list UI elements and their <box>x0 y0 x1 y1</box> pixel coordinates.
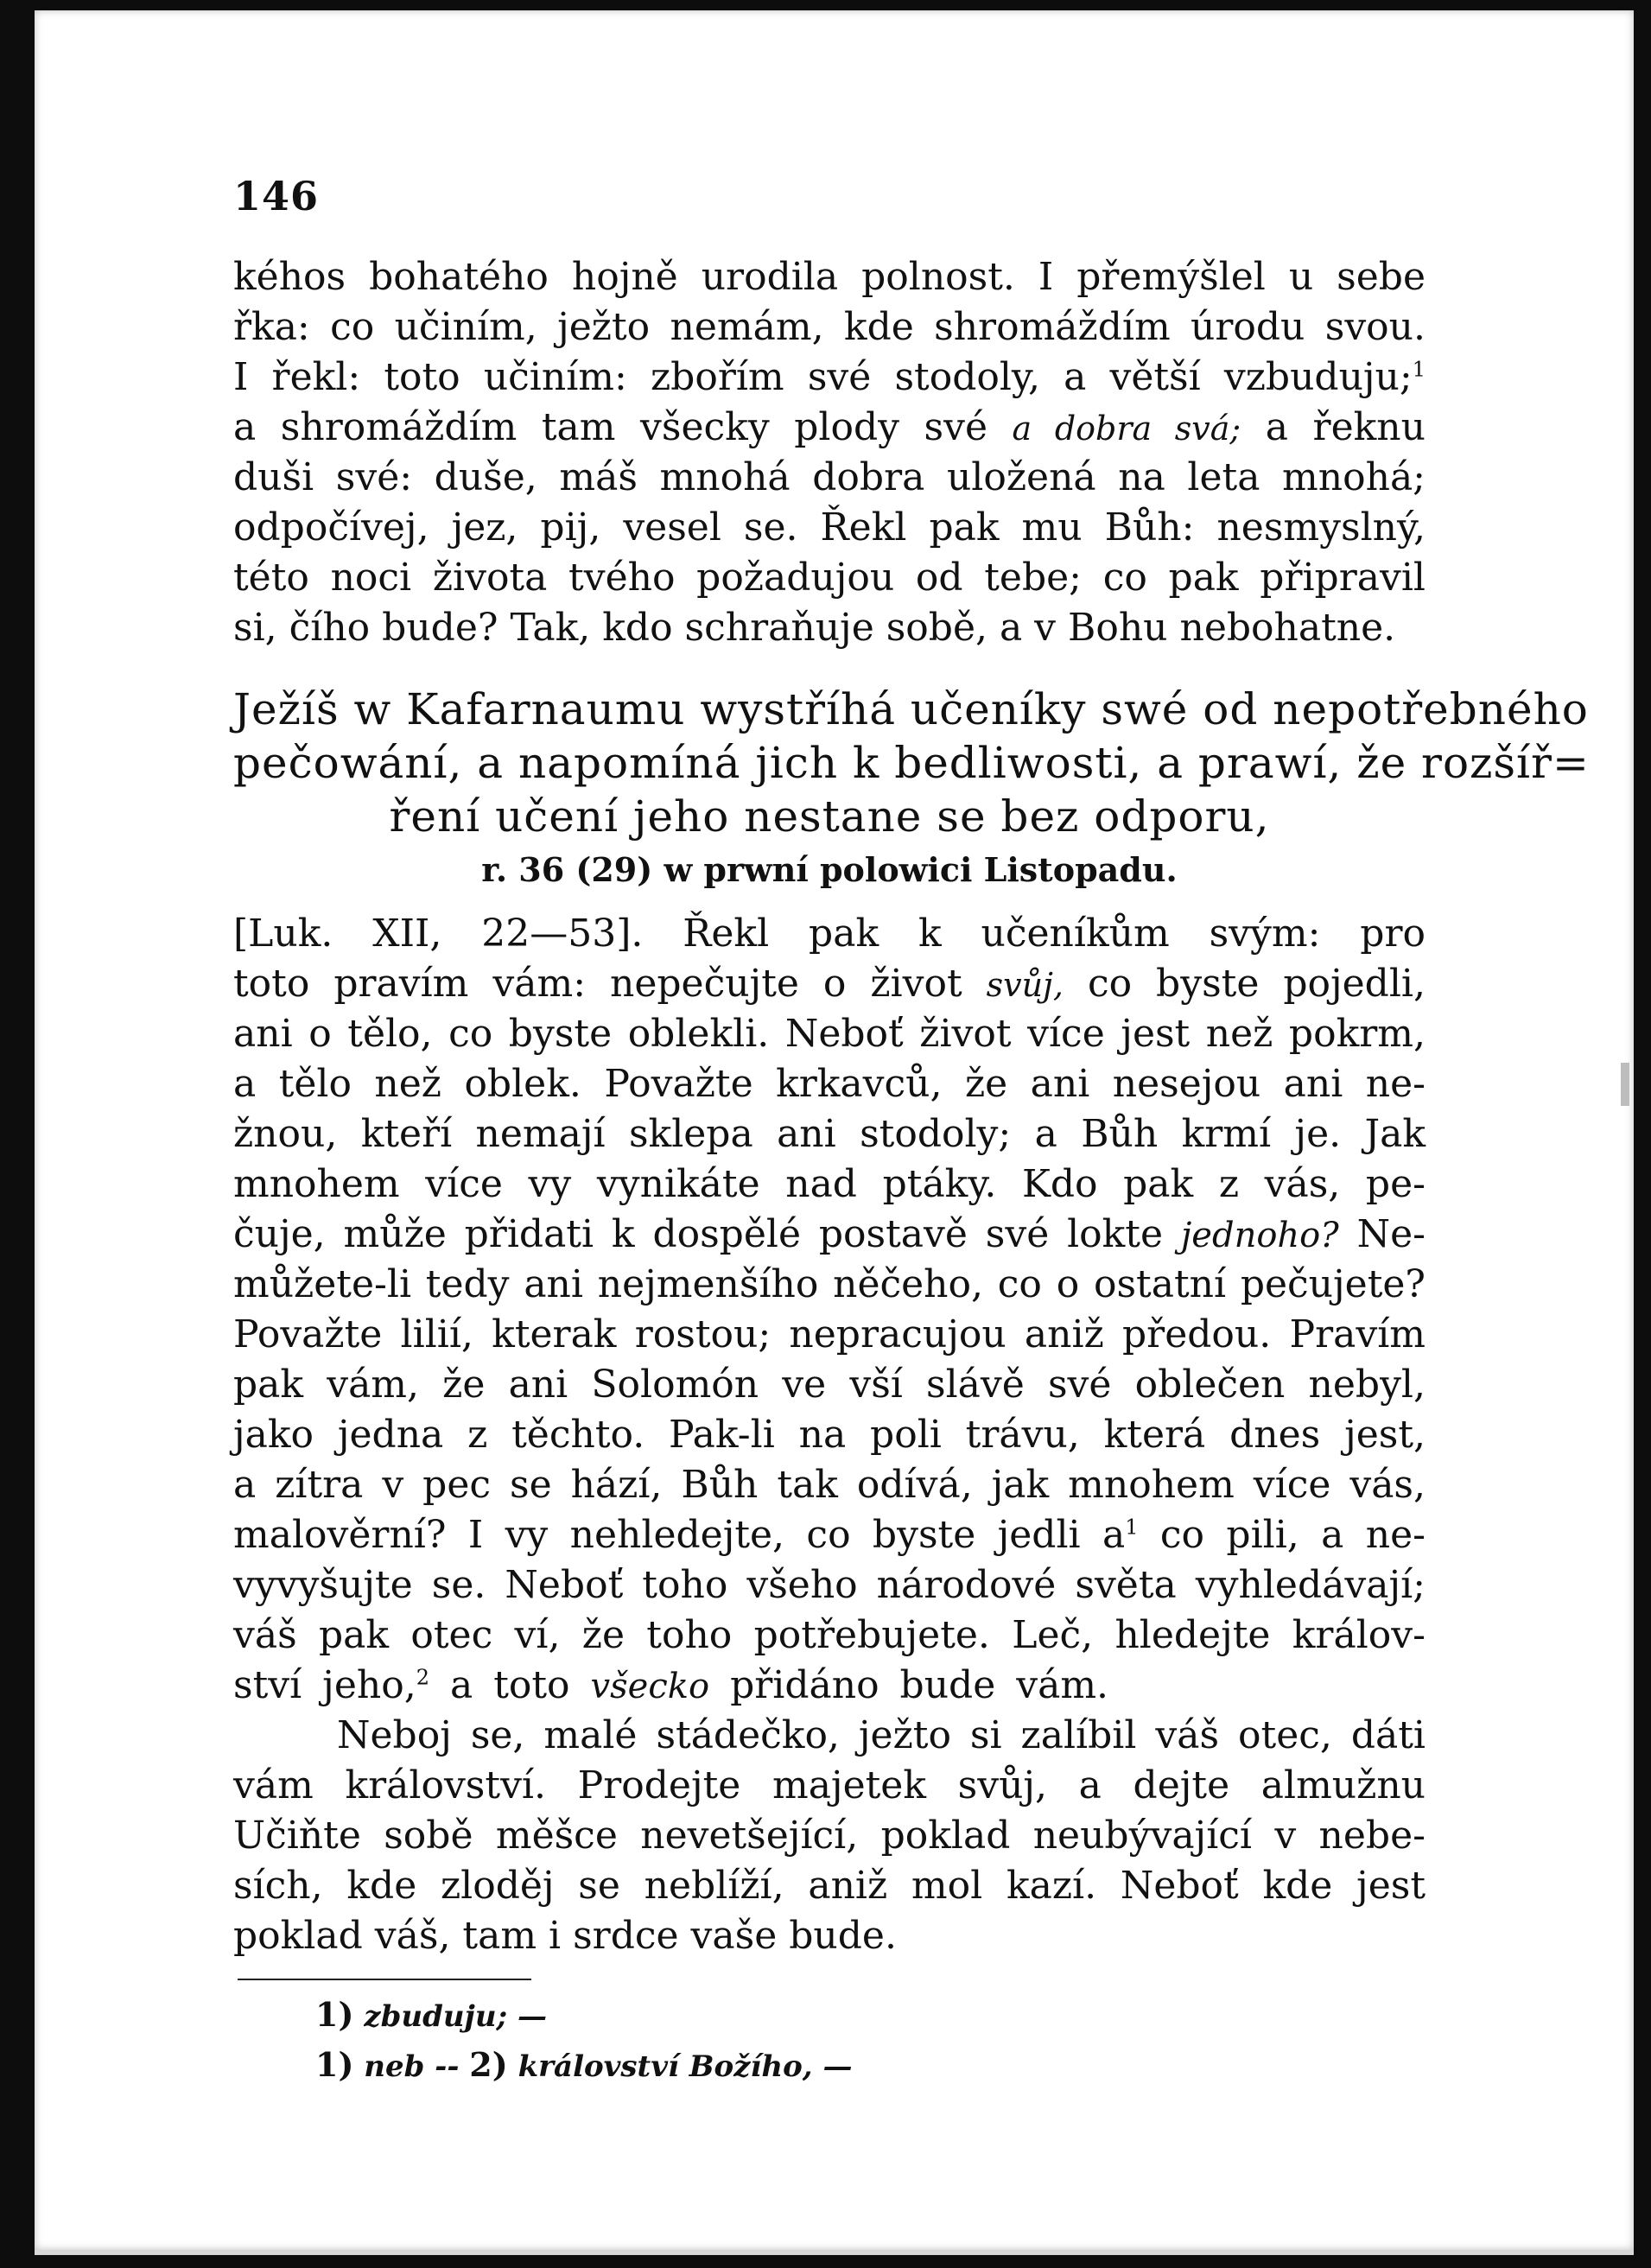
text-line: žnou, kteří nemají sklepa ani stodoly; a Bůh krmí je. Jak <box>233 1112 1426 1156</box>
text-line: a tělo než oblek. Považte krkavců, že ani nesejou ani ne- <box>233 1062 1426 1106</box>
text-line: si, čího bude? Tak, kdo schraňuje sobě, a v Bohu nebohatne. <box>233 606 1396 650</box>
text-line <box>233 1661 1426 1712</box>
text-line: sích, kde zloděj se neblíží, aniž mol kazí. Neboť kde jest <box>233 1864 1426 1908</box>
footnote-marker: 1 <box>1125 1515 1139 1540</box>
footnote-text: zbuduju; — <box>364 1999 547 2034</box>
page-bottom-edge <box>35 2250 1634 2255</box>
footnote-marker: 2 <box>416 1665 429 1690</box>
text-line <box>233 353 1426 403</box>
text-line: Učiňte sobě měšce nevetšející, poklad neubývající v nebe- <box>233 1814 1426 1858</box>
text-line: duši své: duše, máš mnohá dobra uložená na leta mnohá; <box>233 455 1426 499</box>
text-segment: a řeknu <box>1265 405 1426 449</box>
text-segment: a toto <box>449 1663 570 1707</box>
text-line: této noci života tvého požadujou od tebe; co pak připravil <box>233 556 1426 600</box>
footnote-number: 1) <box>315 2045 354 2084</box>
text-segment: Řekl pak k učeníkům svým: pro <box>683 912 1426 956</box>
section-heading-line: Ježíš w Kafarnaumu wystříhá učeníky swé od nepotřebného <box>233 684 1589 734</box>
text-line: jako jedna z těchto. Pak-li na poli trávu, která dnes jest, <box>233 1413 1426 1457</box>
text-line: můžete-li tedy ani nejmenšího něčeho, co o ostatní pečujete? <box>233 1262 1426 1306</box>
text-line: odpočívej, jez, pij, vesel se. Řekl pak mu Bůh: nesmyslný, <box>233 505 1426 550</box>
page-number: 146 <box>233 173 320 219</box>
footnote-separator <box>238 1979 531 1980</box>
italic-insertion: jednoho? <box>1180 1216 1339 1255</box>
text-line <box>233 959 1426 1010</box>
text-line <box>233 1210 1426 1261</box>
text-line: váš pak otec ví, že toho potřebujete. Leč, hledejte králov- <box>233 1613 1426 1657</box>
text-line <box>233 1510 1426 1560</box>
text-line: řka: co učiním, ježto nemám, kde shromáždím úrodu svou. <box>233 305 1426 349</box>
text-segment: co byste pojedli, <box>1087 962 1426 1006</box>
text-segment: a shromáždím tam všecky plody své <box>233 405 987 449</box>
text-line: Považte lilií, kterak rostou; nepracujou aniž předou. Pravím <box>233 1312 1426 1356</box>
footnote-text: neb -- <box>364 2049 460 2084</box>
text-segment: ství jeho, <box>233 1663 416 1707</box>
text-line: a zítra v pec se hází, Bůh tak odívá, jak mnohem více vás, <box>233 1463 1426 1507</box>
italic-insertion: svůj, <box>986 966 1064 1004</box>
heading-reference: r. 36 (29) w prwní polowici Listopadu. <box>481 850 1178 889</box>
footnote <box>315 1996 547 2036</box>
italic-insertion: všecko <box>590 1667 710 1706</box>
text-line: vyvyšujte se. Neboť toho všeho národové světa vyhledávají; <box>233 1563 1426 1607</box>
section-heading-line: pečowání, a napomíná jich k bedliwosti, a prawí, že rozšíř= <box>233 738 1590 788</box>
text-segment: přidáno bude vám. <box>730 1663 1109 1707</box>
text-line <box>233 909 1426 959</box>
text-segment: malověrní? I vy nehledejte, co byste jedli a <box>233 1513 1126 1557</box>
text-line: vám království. Prodejte majetek svůj, a dejte almužnu <box>233 1763 1426 1807</box>
text-segment: Ne- <box>1356 1212 1426 1256</box>
text-segment: co pili, a ne- <box>1159 1513 1426 1557</box>
text-segment: toto pravím vám: nepečujte o život <box>233 962 962 1006</box>
text-line: kéhos bohatého hojně urodila polnost. I přemýšlel u sebe <box>233 255 1426 299</box>
text-segment: I řekl: toto učiním: zbořím své stodoly, a větší vzbuduju; <box>233 355 1413 399</box>
footnote-number: 2) <box>469 2045 508 2084</box>
text-line: poklad váš, tam i srdce vaše bude. <box>233 1914 897 1958</box>
section-heading-line: ření učení jeho nestane se bez odporu, <box>389 791 1270 842</box>
italic-insertion: a dobra svá; <box>1012 410 1241 448</box>
scripture-reference: [Luk. XII, 22—53]. <box>233 912 644 956</box>
text-line: Neboj se, malé stádečko, ježto si zalíbil váš otec, dáti <box>337 1713 1426 1757</box>
footnote-number: 1) <box>315 1995 354 2034</box>
footnote-text: království Božího, — <box>518 2049 853 2084</box>
text-line: mnohem více vy vynikáte nad ptáky. Kdo pak z vás, pe- <box>233 1162 1426 1206</box>
text-line <box>233 403 1426 454</box>
text-line: pak vám, že ani Solomón ve vší slávě své oblečen nebyl, <box>233 1363 1426 1407</box>
page-edge-mark <box>1621 1063 1629 1106</box>
text-line: ani o tělo, co byste oblekli. Neboť život více jest než pokrm, <box>233 1012 1426 1056</box>
footnote-marker: 1 <box>1412 357 1426 382</box>
text-segment: čuje, může přidati k dospělé postavě své lokte <box>233 1212 1164 1256</box>
footnote <box>315 2046 852 2086</box>
